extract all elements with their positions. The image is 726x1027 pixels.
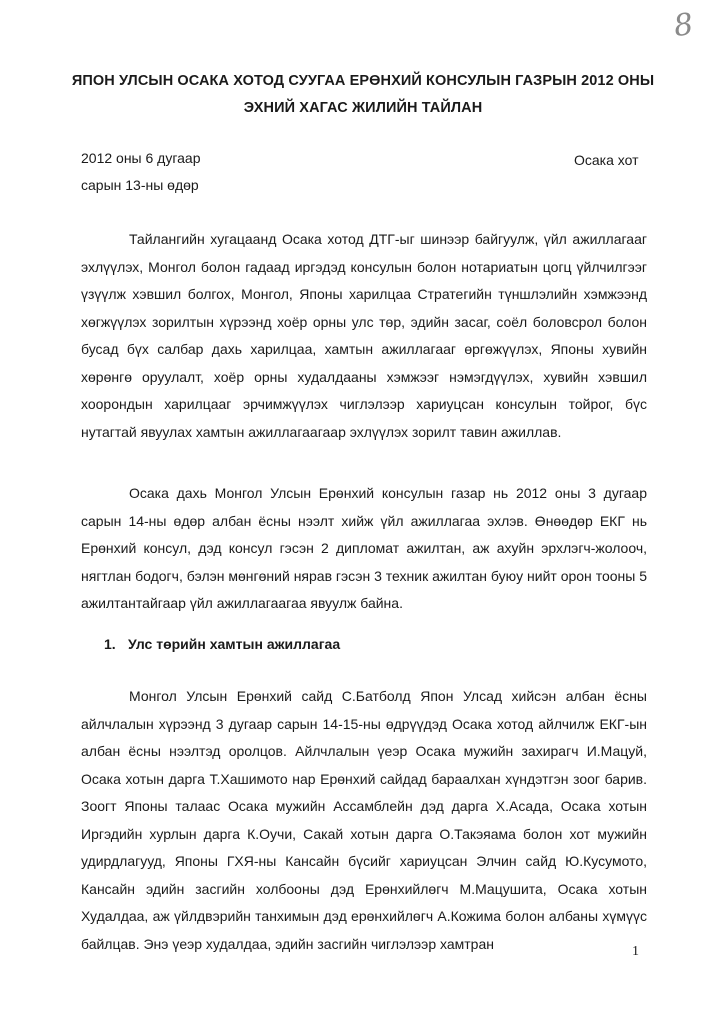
report-date: 2012 оны 6 дугаар сарын 13-ны өдөр bbox=[81, 150, 201, 193]
handwritten-page-mark: 8 bbox=[671, 6, 696, 45]
paragraph-intro: Тайлангийн хугацаанд Осака хотод ДТГ-ыг шинээр байгуулж, үйл ажиллагааг эхлүүлэх, Монгол болон гадаад иргэдэд консулын болон нотариатын цогц үйлчилгээг үзүүлж хэвшил болгох, Монгол, Японы харилцаа Стратегийн түншлэлийн хэмжээнд хөгжүүлэх зорилтын хүрээнд хоёр орны улс төр, эдийн засаг, соёл боловсрол болон бусад бүх салбар дахь харилцаа, хамтын ажиллагааг өргөжүүлэх, Японы хувийн хөрөнгө оруулалт, хоёр орны худалдааны хэмжээг нэмэгдүүлэх, хувийн хэвшил хоорондын харилцааг эрчимжүүлэх чиглэлээр хариуцсан консулын тойрог, бүс нутагтай явуулах хамтын ажиллагаагаар эхлүүлэх зорилт тавин ажиллав. bbox=[81, 231, 647, 440]
page-number: 1 bbox=[632, 944, 639, 959]
report-place: Осака хот bbox=[574, 152, 639, 168]
report-title: ЯПОН УЛСЫН ОСАКА ХОТОД СУУГАА ЕРӨНХИЙ КОНСУЛЫН ГАЗРЫН 2012 ОНЫ ЭХНИЙ ХАГАС ЖИЛИЙН ТАЙЛАН bbox=[71, 73, 655, 116]
paragraph-opening: Осака дахь Монгол Улсын Ерөнхий консулын газар нь 2012 оны 3 дугаар сарын 14-ны өдөр албан ёсны нээлт хийж үйл ажиллагаа эхлэв. Өнөөдөр ЕКГ нь Ерөнхий консул, дэд консул гэсэн 2 дипломат ажилтан, аж ахуйн эрхлэгч-жолооч, нягтлан бодогч, бэлэн мөнгөний нярав гэсэн 3 техник ажилтан буюу нийт орон тооны 5 ажилтантайгаар үйл ажиллагаагаа явуулж байна. bbox=[81, 485, 647, 611]
section-title: Улс төрийн хамтын ажиллагаа bbox=[128, 636, 341, 652]
paragraph-pm-visit: Монгол Улсын Ерөнхий сайд С.Батболд Япон Улсад хийсэн албан ёсны айлчлалын хүрээнд 3 дугаар сарын 14-15-ны өдрүүдэд Осака хотод айлчилж ЕКГ-ын албан ёсны нээлтэд оролцов. Айлчлалын үеэр Осака мужийн захирагч И.Мацуй, Осака хотын дарга Т.Хашимото нар Ерөнхий сайдад бараалхан хүндэтгэн зоог барив. Зоогт Японы талаас Осака мужийн Ассамблейн дэд дарга Х.Асада, Осака хотын Иргэдийн хурлын дарга К.Оучи, Сакай хотын дарга О.Такэяама болон хот мужийн удирдлагууд, Японы ГХЯ-ны Кансайн бүсийг хариуцсан Элчин сайд Ю.Кусумото, Кансайн эдийн засгийн холбооны дэд Ерөнхийлөгч М.Мацушита, Осака хотын Худалдаа, аж үйлдвэрийн танхимын дэд ерөнхийлөгч А.Кожима болон албаны хүмүүс байлцав. Энэ үеэр худалдаа, эдийн засгийн чиглэлээр хамтран bbox=[81, 688, 647, 952]
section-number: 1. bbox=[104, 636, 116, 652]
section-heading bbox=[104, 632, 340, 656]
